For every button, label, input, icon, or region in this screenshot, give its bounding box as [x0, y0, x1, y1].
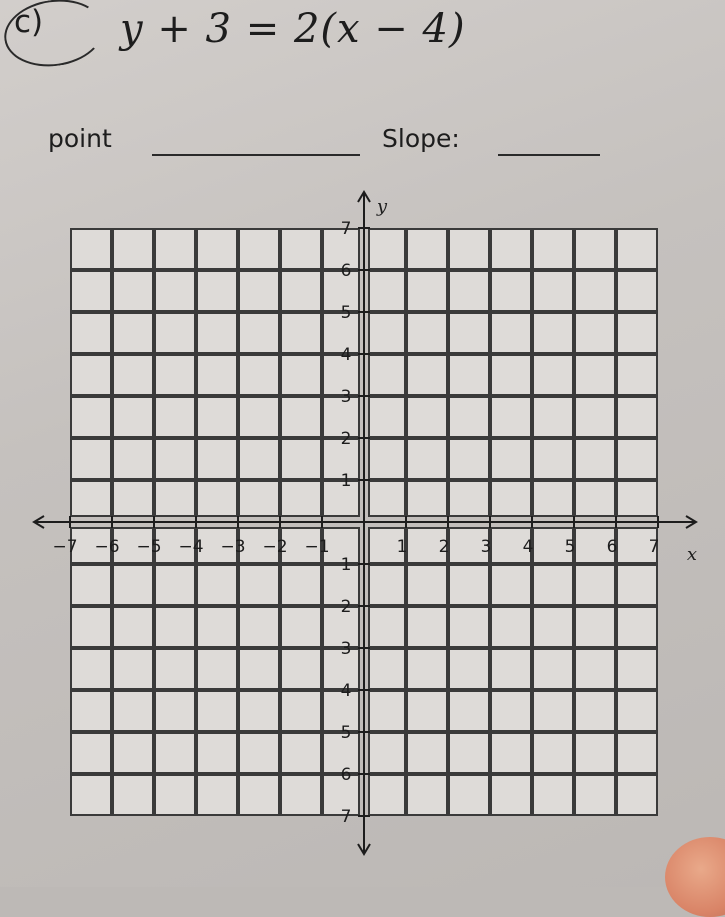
grid-cell	[533, 229, 573, 269]
grid-cell	[239, 397, 279, 437]
grid-cell	[369, 481, 405, 516]
grid-cell	[491, 439, 531, 479]
grid-cell	[617, 397, 657, 437]
grid-cell	[575, 607, 615, 647]
grid-cell	[369, 313, 405, 353]
slope-label: Slope:	[382, 124, 460, 153]
grid-cell	[281, 313, 321, 353]
grid-cell	[369, 691, 405, 731]
grid-cell	[71, 229, 111, 269]
grid-cell	[533, 313, 573, 353]
grid-cell	[71, 649, 111, 689]
x-tick-label: 4	[522, 537, 534, 557]
grid-cell	[155, 229, 195, 269]
grid-cell	[155, 565, 195, 605]
grid-cell	[407, 229, 447, 269]
grid-cell	[407, 733, 447, 773]
y-tick-label: 1	[340, 471, 352, 491]
grid-cell	[575, 271, 615, 311]
y-tick-label: 1	[340, 555, 352, 575]
grid-cell	[407, 313, 447, 353]
grid-cell	[197, 649, 237, 689]
grid-cell	[575, 733, 615, 773]
grid-cell	[369, 733, 405, 773]
grid-cell	[449, 565, 489, 605]
grid-cell	[407, 481, 447, 516]
grid-cell	[281, 607, 321, 647]
grid-cell	[617, 649, 657, 689]
grid-cell	[281, 691, 321, 731]
y-tick-label: 6	[340, 261, 352, 281]
grid-cell	[71, 313, 111, 353]
grid-cell	[239, 271, 279, 311]
grid-cell	[617, 439, 657, 479]
grid-cell	[239, 565, 279, 605]
grid-cell	[491, 733, 531, 773]
grid-cell	[407, 691, 447, 731]
y-axis-label: y	[376, 196, 388, 217]
grid-cell	[449, 439, 489, 479]
grid-cell	[369, 775, 405, 815]
grid-cell	[617, 691, 657, 731]
grid-cell	[155, 607, 195, 647]
grid-cell	[407, 271, 447, 311]
grid-cell	[281, 271, 321, 311]
grid-cell	[113, 733, 153, 773]
x-tick-label: −3	[220, 537, 246, 557]
y-tick-label: 2	[340, 597, 352, 617]
grid-cell	[71, 397, 111, 437]
grid-cell	[369, 397, 405, 437]
grid-cell	[449, 397, 489, 437]
grid-cell	[113, 313, 153, 353]
x-tick-label: −4	[178, 537, 204, 557]
grid-cell	[533, 565, 573, 605]
grid-cell	[491, 229, 531, 269]
x-axis-label: x	[686, 544, 698, 565]
grid-cell	[197, 229, 237, 269]
grid-cell	[113, 229, 153, 269]
grid-cell	[575, 691, 615, 731]
grid-cell	[449, 607, 489, 647]
grid-cell	[197, 775, 237, 815]
x-tick-label: 7	[648, 537, 660, 557]
grid-cell	[281, 439, 321, 479]
grid-cell	[281, 229, 321, 269]
grid-cell	[491, 691, 531, 731]
grid-cell	[281, 775, 321, 815]
x-tick-label: 6	[606, 537, 618, 557]
grid-cell	[239, 649, 279, 689]
y-tick-label: 2	[340, 429, 352, 449]
x-tick-label: 2	[438, 537, 450, 557]
grid-cell	[197, 355, 237, 395]
grid-cell	[113, 355, 153, 395]
grid-cell	[369, 229, 405, 269]
grid-cell	[113, 775, 153, 815]
grid-cell	[369, 607, 405, 647]
grid-cell	[533, 733, 573, 773]
grid-cell	[575, 229, 615, 269]
grid-cell	[113, 439, 153, 479]
grid-cell	[617, 775, 657, 815]
grid-cell	[239, 733, 279, 773]
grid-cell	[407, 607, 447, 647]
grid-cell	[491, 649, 531, 689]
grid-cell	[575, 313, 615, 353]
grid-cell	[155, 271, 195, 311]
grid-cell	[575, 439, 615, 479]
grid-cell	[491, 397, 531, 437]
grid-cell	[491, 775, 531, 815]
grid-cell	[617, 271, 657, 311]
grid-cell	[369, 355, 405, 395]
x-tick-label: 3	[480, 537, 492, 557]
x-tick-label: −7	[52, 537, 78, 557]
y-tick-label: 4	[340, 681, 352, 701]
grid-cell	[281, 733, 321, 773]
grid-cell	[281, 481, 321, 516]
grid-cell	[407, 397, 447, 437]
grid-cell	[449, 313, 489, 353]
grid-cell	[491, 565, 531, 605]
grid-cell	[197, 607, 237, 647]
grid-cell	[407, 649, 447, 689]
grid-cell	[71, 775, 111, 815]
grid-cell	[575, 775, 615, 815]
x-tick-label: −2	[262, 537, 288, 557]
grid-cell	[491, 481, 531, 516]
grid-cell	[533, 271, 573, 311]
grid-cell	[113, 565, 153, 605]
grid-cell	[617, 481, 657, 516]
grid-cell	[155, 355, 195, 395]
grid-cell	[71, 691, 111, 731]
grid-cell	[155, 439, 195, 479]
grid-cell	[113, 649, 153, 689]
grid-cell	[491, 271, 531, 311]
grid-cell	[617, 313, 657, 353]
grid-cell	[407, 775, 447, 815]
grid-cell	[533, 649, 573, 689]
grid-cell	[369, 649, 405, 689]
grid-cell	[407, 439, 447, 479]
x-tick-label: −5	[136, 537, 162, 557]
y-tick-label: 4	[340, 345, 352, 365]
point-label: point	[48, 124, 112, 153]
grid-cell	[239, 313, 279, 353]
grid-cell	[533, 691, 573, 731]
grid-cell	[239, 355, 279, 395]
grid-cell	[533, 775, 573, 815]
grid-cell	[533, 355, 573, 395]
grid-cell	[197, 439, 237, 479]
grid-cell	[533, 607, 573, 647]
grid-cell	[575, 355, 615, 395]
y-tick-label: 7	[340, 807, 352, 827]
grid-cell	[617, 355, 657, 395]
grid-cell	[155, 775, 195, 815]
grid-cell	[197, 397, 237, 437]
grid-cell	[575, 397, 615, 437]
grid-cell	[155, 733, 195, 773]
grid-cell	[113, 691, 153, 731]
grid-cell	[197, 313, 237, 353]
y-tick-label: 3	[340, 639, 352, 659]
grid-cell	[113, 481, 153, 516]
y-tick-label: 7	[340, 219, 352, 239]
grid-cell	[239, 481, 279, 516]
x-tick-label: 1	[396, 537, 408, 557]
grid-cell	[71, 481, 111, 516]
grid-cell	[239, 439, 279, 479]
grid-cell	[449, 481, 489, 516]
grid-cell	[449, 733, 489, 773]
grid-cell	[71, 607, 111, 647]
grid-cell	[281, 397, 321, 437]
x-tick-label: 5	[564, 537, 576, 557]
grid-cell	[575, 481, 615, 516]
grid-cell	[155, 481, 195, 516]
grid-cell	[239, 229, 279, 269]
grid-cell	[113, 607, 153, 647]
grid-cell	[533, 439, 573, 479]
grid-cell	[71, 439, 111, 479]
grid-cell	[617, 565, 657, 605]
grid-cell	[197, 691, 237, 731]
grid-cell	[617, 607, 657, 647]
grid-cell	[197, 565, 237, 605]
grid-cell	[449, 271, 489, 311]
grid-cell	[407, 355, 447, 395]
grid-cell	[533, 397, 573, 437]
y-tick-label: 5	[340, 303, 352, 323]
grid-cell	[617, 229, 657, 269]
grid-cell	[197, 271, 237, 311]
x-tick-label: −1	[304, 537, 330, 557]
grid-cell	[197, 733, 237, 773]
grid-cell	[281, 649, 321, 689]
grid-cell	[239, 691, 279, 731]
grid-cell	[113, 271, 153, 311]
grid-cell	[155, 397, 195, 437]
grid-cell	[155, 313, 195, 353]
y-tick-label: 3	[340, 387, 352, 407]
grid-cell	[369, 565, 405, 605]
grid-cell	[155, 649, 195, 689]
grid-cell	[71, 271, 111, 311]
grid-cell	[449, 649, 489, 689]
grid-cell	[533, 481, 573, 516]
grid-cell	[449, 229, 489, 269]
y-tick-label: 5	[340, 723, 352, 743]
grid-cell	[281, 355, 321, 395]
grid-cell	[239, 607, 279, 647]
grid-cell	[491, 313, 531, 353]
grid-cell	[407, 565, 447, 605]
grid-cell	[449, 691, 489, 731]
y-tick-label: 6	[340, 765, 352, 785]
grid-cell	[575, 565, 615, 605]
grid-cell	[491, 355, 531, 395]
problem-label: c)	[14, 4, 44, 40]
grid-cell	[71, 355, 111, 395]
grid-cell	[449, 775, 489, 815]
grid-cell	[113, 397, 153, 437]
grid-cell	[281, 565, 321, 605]
grid-cell	[449, 355, 489, 395]
grid-cell	[71, 565, 111, 605]
grid-cell	[491, 607, 531, 647]
grid-cell	[369, 271, 405, 311]
grid-cell	[71, 733, 111, 773]
grid-cell	[575, 649, 615, 689]
grid-cell	[155, 691, 195, 731]
x-tick-label: −6	[94, 537, 120, 557]
grid-cell	[197, 481, 237, 516]
grid-cell	[369, 439, 405, 479]
grid-cell	[617, 733, 657, 773]
problem-equation: y + 3 = 2(x − 4)	[120, 6, 466, 52]
grid-cell	[239, 775, 279, 815]
